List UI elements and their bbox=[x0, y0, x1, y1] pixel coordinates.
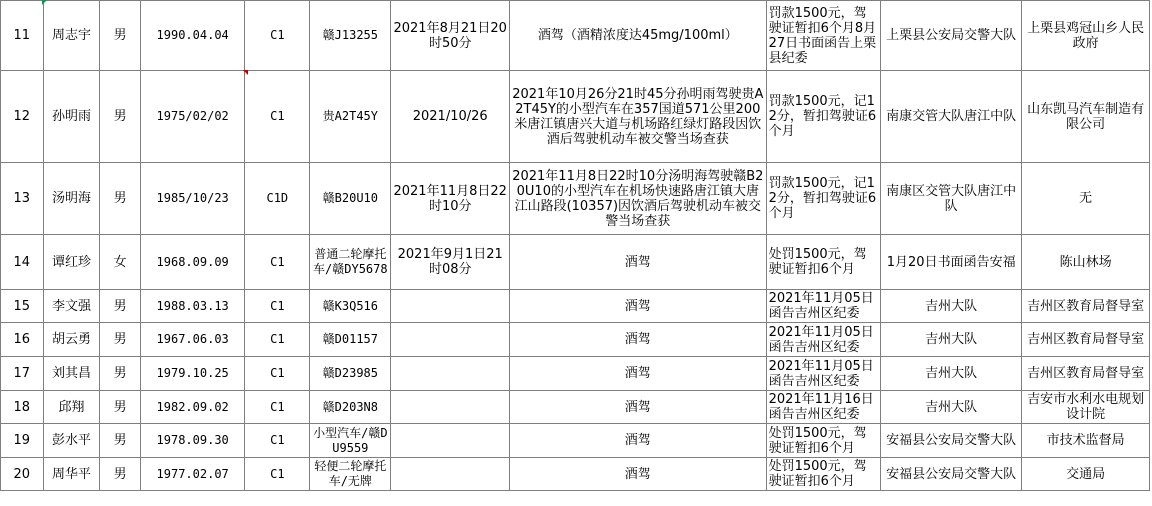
work-unit-cell[interactable]: 吉州区教育局督导室 bbox=[1022, 323, 1150, 357]
birth-date-cell[interactable]: 1967.06.03 bbox=[140, 323, 244, 357]
table-row bbox=[1, 391, 1150, 424]
sex-cell[interactable]: 男 bbox=[100, 458, 141, 491]
row-number[interactable]: 15 bbox=[1, 290, 44, 323]
handling-dept-cell[interactable]: 南康交管大队唐江中队 bbox=[881, 71, 1022, 163]
penalty-cell[interactable]: 罚款1500元，记12分，暂扣驾驶证6个月 bbox=[766, 71, 881, 163]
birth-date-cell[interactable]: 1975/02/02 bbox=[140, 71, 244, 163]
row-number[interactable]: 18 bbox=[1, 391, 44, 424]
penalty-cell[interactable]: 2021年11月16日函告吉州区纪委 bbox=[766, 391, 881, 424]
violation-fact-cell[interactable]: 2021年10月26分21时45分孙明雨驾驶贵A2T45Y的小型汽车在357国道571公里200米唐江镇唐兴大道与机场路红绿灯路段因饮酒后驾驶机动车被交警当场查获 bbox=[510, 71, 767, 163]
work-unit-cell[interactable]: 陈山林场 bbox=[1022, 235, 1150, 290]
penalty-cell[interactable]: 处罚1500元，驾驶证暂扣6个月 bbox=[766, 458, 881, 491]
birth-date-cell[interactable]: 1977.02.07 bbox=[140, 458, 244, 491]
plate-cell[interactable]: 赣D01157 bbox=[310, 323, 391, 357]
table-row bbox=[1, 458, 1150, 491]
handling-dept-cell[interactable]: 1月20日书面函告安福 bbox=[881, 235, 1022, 290]
time-cell[interactable]: 2021/10/26 bbox=[391, 71, 510, 163]
table-row bbox=[1, 290, 1150, 323]
work-unit-cell[interactable]: 上栗县鸡冠山乡人民政府 bbox=[1022, 1, 1150, 71]
table-row bbox=[1, 1, 1150, 71]
name-cell[interactable]: 彭水平 bbox=[43, 424, 100, 458]
license-class-cell[interactable]: C1 bbox=[245, 357, 310, 391]
time-cell[interactable] bbox=[391, 424, 510, 458]
plate-cell[interactable]: 赣D23985 bbox=[310, 357, 391, 391]
violation-fact-cell[interactable]: 酒驾 bbox=[510, 357, 767, 391]
row-number[interactable]: 12 bbox=[1, 71, 44, 163]
work-unit-cell[interactable]: 市技术监督局 bbox=[1022, 424, 1150, 458]
license-class-cell[interactable]: C1 bbox=[245, 323, 310, 357]
table-row bbox=[1, 424, 1150, 458]
penalty-cell[interactable]: 处罚1500元，驾驶证暂扣6个月 bbox=[766, 235, 881, 290]
license-class-cell[interactable]: C1 bbox=[245, 290, 310, 323]
violation-fact-cell[interactable]: 酒驾 bbox=[510, 458, 767, 491]
penalty-cell[interactable]: 2021年11月05日函告吉州区纪委 bbox=[766, 290, 881, 323]
time-cell[interactable]: 2021年8月21日20时50分 bbox=[391, 1, 510, 71]
row-number[interactable]: 17 bbox=[1, 357, 44, 391]
row-number[interactable]: 20 bbox=[1, 458, 44, 491]
table-row bbox=[1, 235, 1150, 290]
name-cell[interactable]: 孙明雨 bbox=[43, 71, 100, 163]
plate-cell[interactable]: 赣J13255 bbox=[310, 1, 391, 71]
name-cell[interactable]: 周华平 bbox=[43, 458, 100, 491]
row-number[interactable]: 14 bbox=[1, 235, 44, 290]
birth-date-cell[interactable]: 1979.10.25 bbox=[140, 357, 244, 391]
birth-date-cell[interactable]: 1988.03.13 bbox=[140, 290, 244, 323]
name-cell[interactable]: 胡云勇 bbox=[43, 323, 100, 357]
plate-cell[interactable]: 贵A2T45Y bbox=[310, 71, 391, 163]
sex-cell[interactable]: 男 bbox=[100, 163, 141, 235]
penalty-cell[interactable]: 罚款1500元，记12分，暂扣驾驶证6个月 bbox=[766, 163, 881, 235]
license-class-cell[interactable]: C1 bbox=[245, 1, 310, 71]
table-row bbox=[1, 163, 1150, 235]
row-number[interactable]: 13 bbox=[1, 163, 44, 235]
handling-dept-cell[interactable]: 南康区交管大队唐江中队 bbox=[881, 163, 1022, 235]
plate-cell[interactable]: 小型汽车/赣DU9559 bbox=[310, 424, 391, 458]
handling-dept-cell[interactable]: 吉州大队 bbox=[881, 290, 1022, 323]
handling-dept-cell[interactable]: 安福县公安局交警大队 bbox=[881, 424, 1022, 458]
work-unit-cell[interactable]: 山东凯马汽车制造有限公司 bbox=[1022, 71, 1150, 163]
row-number[interactable]: 16 bbox=[1, 323, 44, 357]
plate-cell[interactable]: 赣B20U10 bbox=[310, 163, 391, 235]
penalty-cell[interactable]: 2021年11月05日函告吉州区纪委 bbox=[766, 323, 881, 357]
work-unit-cell[interactable]: 吉安市水利水电规划设计院 bbox=[1022, 391, 1150, 424]
row-number[interactable]: 19 bbox=[1, 424, 44, 458]
work-unit-cell[interactable]: 吉州区教育局督导室 bbox=[1022, 357, 1150, 391]
license-class-cell[interactable]: C1 bbox=[245, 458, 310, 491]
plate-cell[interactable]: 赣K3Q516 bbox=[310, 290, 391, 323]
license-class-cell[interactable]: C1D bbox=[245, 163, 310, 235]
birth-date-cell[interactable]: 1985/10/23 bbox=[140, 163, 244, 235]
birth-date-cell[interactable]: 1982.09.02 bbox=[140, 391, 244, 424]
handling-dept-cell[interactable]: 上栗县公安局交警大队 bbox=[881, 1, 1022, 71]
name-cell[interactable]: 李文强 bbox=[43, 290, 100, 323]
sex-cell[interactable]: 男 bbox=[100, 357, 141, 391]
handling-dept-cell[interactable]: 安福县公安局交警大队 bbox=[881, 458, 1022, 491]
sex-cell[interactable]: 男 bbox=[100, 290, 141, 323]
violation-fact-cell[interactable]: 酒驾 bbox=[510, 235, 767, 290]
birth-date-cell[interactable]: 1968.09.09 bbox=[140, 235, 244, 290]
sex-cell[interactable]: 男 bbox=[100, 71, 141, 163]
sex-cell[interactable]: 男 bbox=[100, 391, 141, 424]
sex-cell[interactable]: 男 bbox=[100, 1, 141, 71]
name-cell[interactable]: 谭红珍 bbox=[43, 235, 100, 290]
license-class-cell[interactable]: C1 bbox=[245, 235, 310, 290]
time-cell[interactable] bbox=[391, 323, 510, 357]
work-unit-cell[interactable]: 无 bbox=[1022, 163, 1150, 235]
time-cell[interactable]: 2021年9月1日21时08分 bbox=[391, 235, 510, 290]
time-cell[interactable] bbox=[391, 458, 510, 491]
plate-cell[interactable]: 轻便二轮摩托车/无牌 bbox=[310, 458, 391, 491]
work-unit-cell[interactable]: 交通局 bbox=[1022, 458, 1150, 491]
name-cell[interactable]: 刘其昌 bbox=[43, 357, 100, 391]
violation-fact-cell[interactable]: 酒驾 bbox=[510, 323, 767, 357]
name-cell[interactable]: 邱翔 bbox=[43, 391, 100, 424]
time-cell[interactable] bbox=[391, 391, 510, 424]
violation-fact-cell[interactable]: 酒驾（酒精浓度达45mg/100ml） bbox=[510, 1, 767, 71]
cell-green-marker bbox=[42, 0, 47, 5]
violation-fact-cell[interactable]: 2021年11月8日22时10分汤明海驾驶赣B20U10的小型汽车在机场快速路唐江镇大唐江山路段(10357)因饮酒后驾驶机动车被交警当场查获 bbox=[510, 163, 767, 235]
plate-cell[interactable]: 赣D203N8 bbox=[310, 391, 391, 424]
handling-dept-cell[interactable]: 吉州大队 bbox=[881, 391, 1022, 424]
sex-cell[interactable]: 女 bbox=[100, 235, 141, 290]
birth-date-cell[interactable]: 1978.09.30 bbox=[140, 424, 244, 458]
row-number[interactable]: 11 bbox=[1, 1, 44, 71]
handling-dept-cell[interactable]: 吉州大队 bbox=[881, 323, 1022, 357]
time-cell[interactable] bbox=[391, 290, 510, 323]
violation-fact-cell[interactable]: 酒驾 bbox=[510, 424, 767, 458]
handling-dept-cell[interactable]: 吉州大队 bbox=[881, 357, 1022, 391]
penalty-cell[interactable]: 2021年11月05日函告吉州区纪委 bbox=[766, 357, 881, 391]
license-class-cell[interactable]: C1 bbox=[245, 391, 310, 424]
name-cell[interactable]: 周志宇 bbox=[43, 1, 100, 71]
cell-comment-marker bbox=[243, 70, 248, 75]
birth-date-cell[interactable]: 1990.04.04 bbox=[140, 1, 244, 71]
license-class-cell[interactable]: C1 bbox=[245, 71, 310, 163]
table-row bbox=[1, 323, 1150, 357]
sex-cell[interactable]: 男 bbox=[100, 323, 141, 357]
plate-cell[interactable]: 普通二轮摩托车/赣DY5678 bbox=[310, 235, 391, 290]
table-row bbox=[1, 357, 1150, 391]
penalty-cell[interactable]: 罚款1500元，驾驶证暂扣6个月8月27日书面函告上栗县纪委 bbox=[766, 1, 881, 71]
violation-fact-cell[interactable]: 酒驾 bbox=[510, 391, 767, 424]
name-cell[interactable]: 汤明海 bbox=[43, 163, 100, 235]
table-row bbox=[1, 71, 1150, 163]
sex-cell[interactable]: 男 bbox=[100, 424, 141, 458]
time-cell[interactable]: 2021年11月8日22时10分 bbox=[391, 163, 510, 235]
work-unit-cell[interactable]: 吉州区教育局督导室 bbox=[1022, 290, 1150, 323]
license-class-cell[interactable]: C1 bbox=[245, 424, 310, 458]
violation-fact-cell[interactable]: 酒驾 bbox=[510, 290, 767, 323]
penalty-cell[interactable]: 处罚1500元，驾驶证暂扣6个月 bbox=[766, 424, 881, 458]
time-cell[interactable] bbox=[391, 357, 510, 391]
